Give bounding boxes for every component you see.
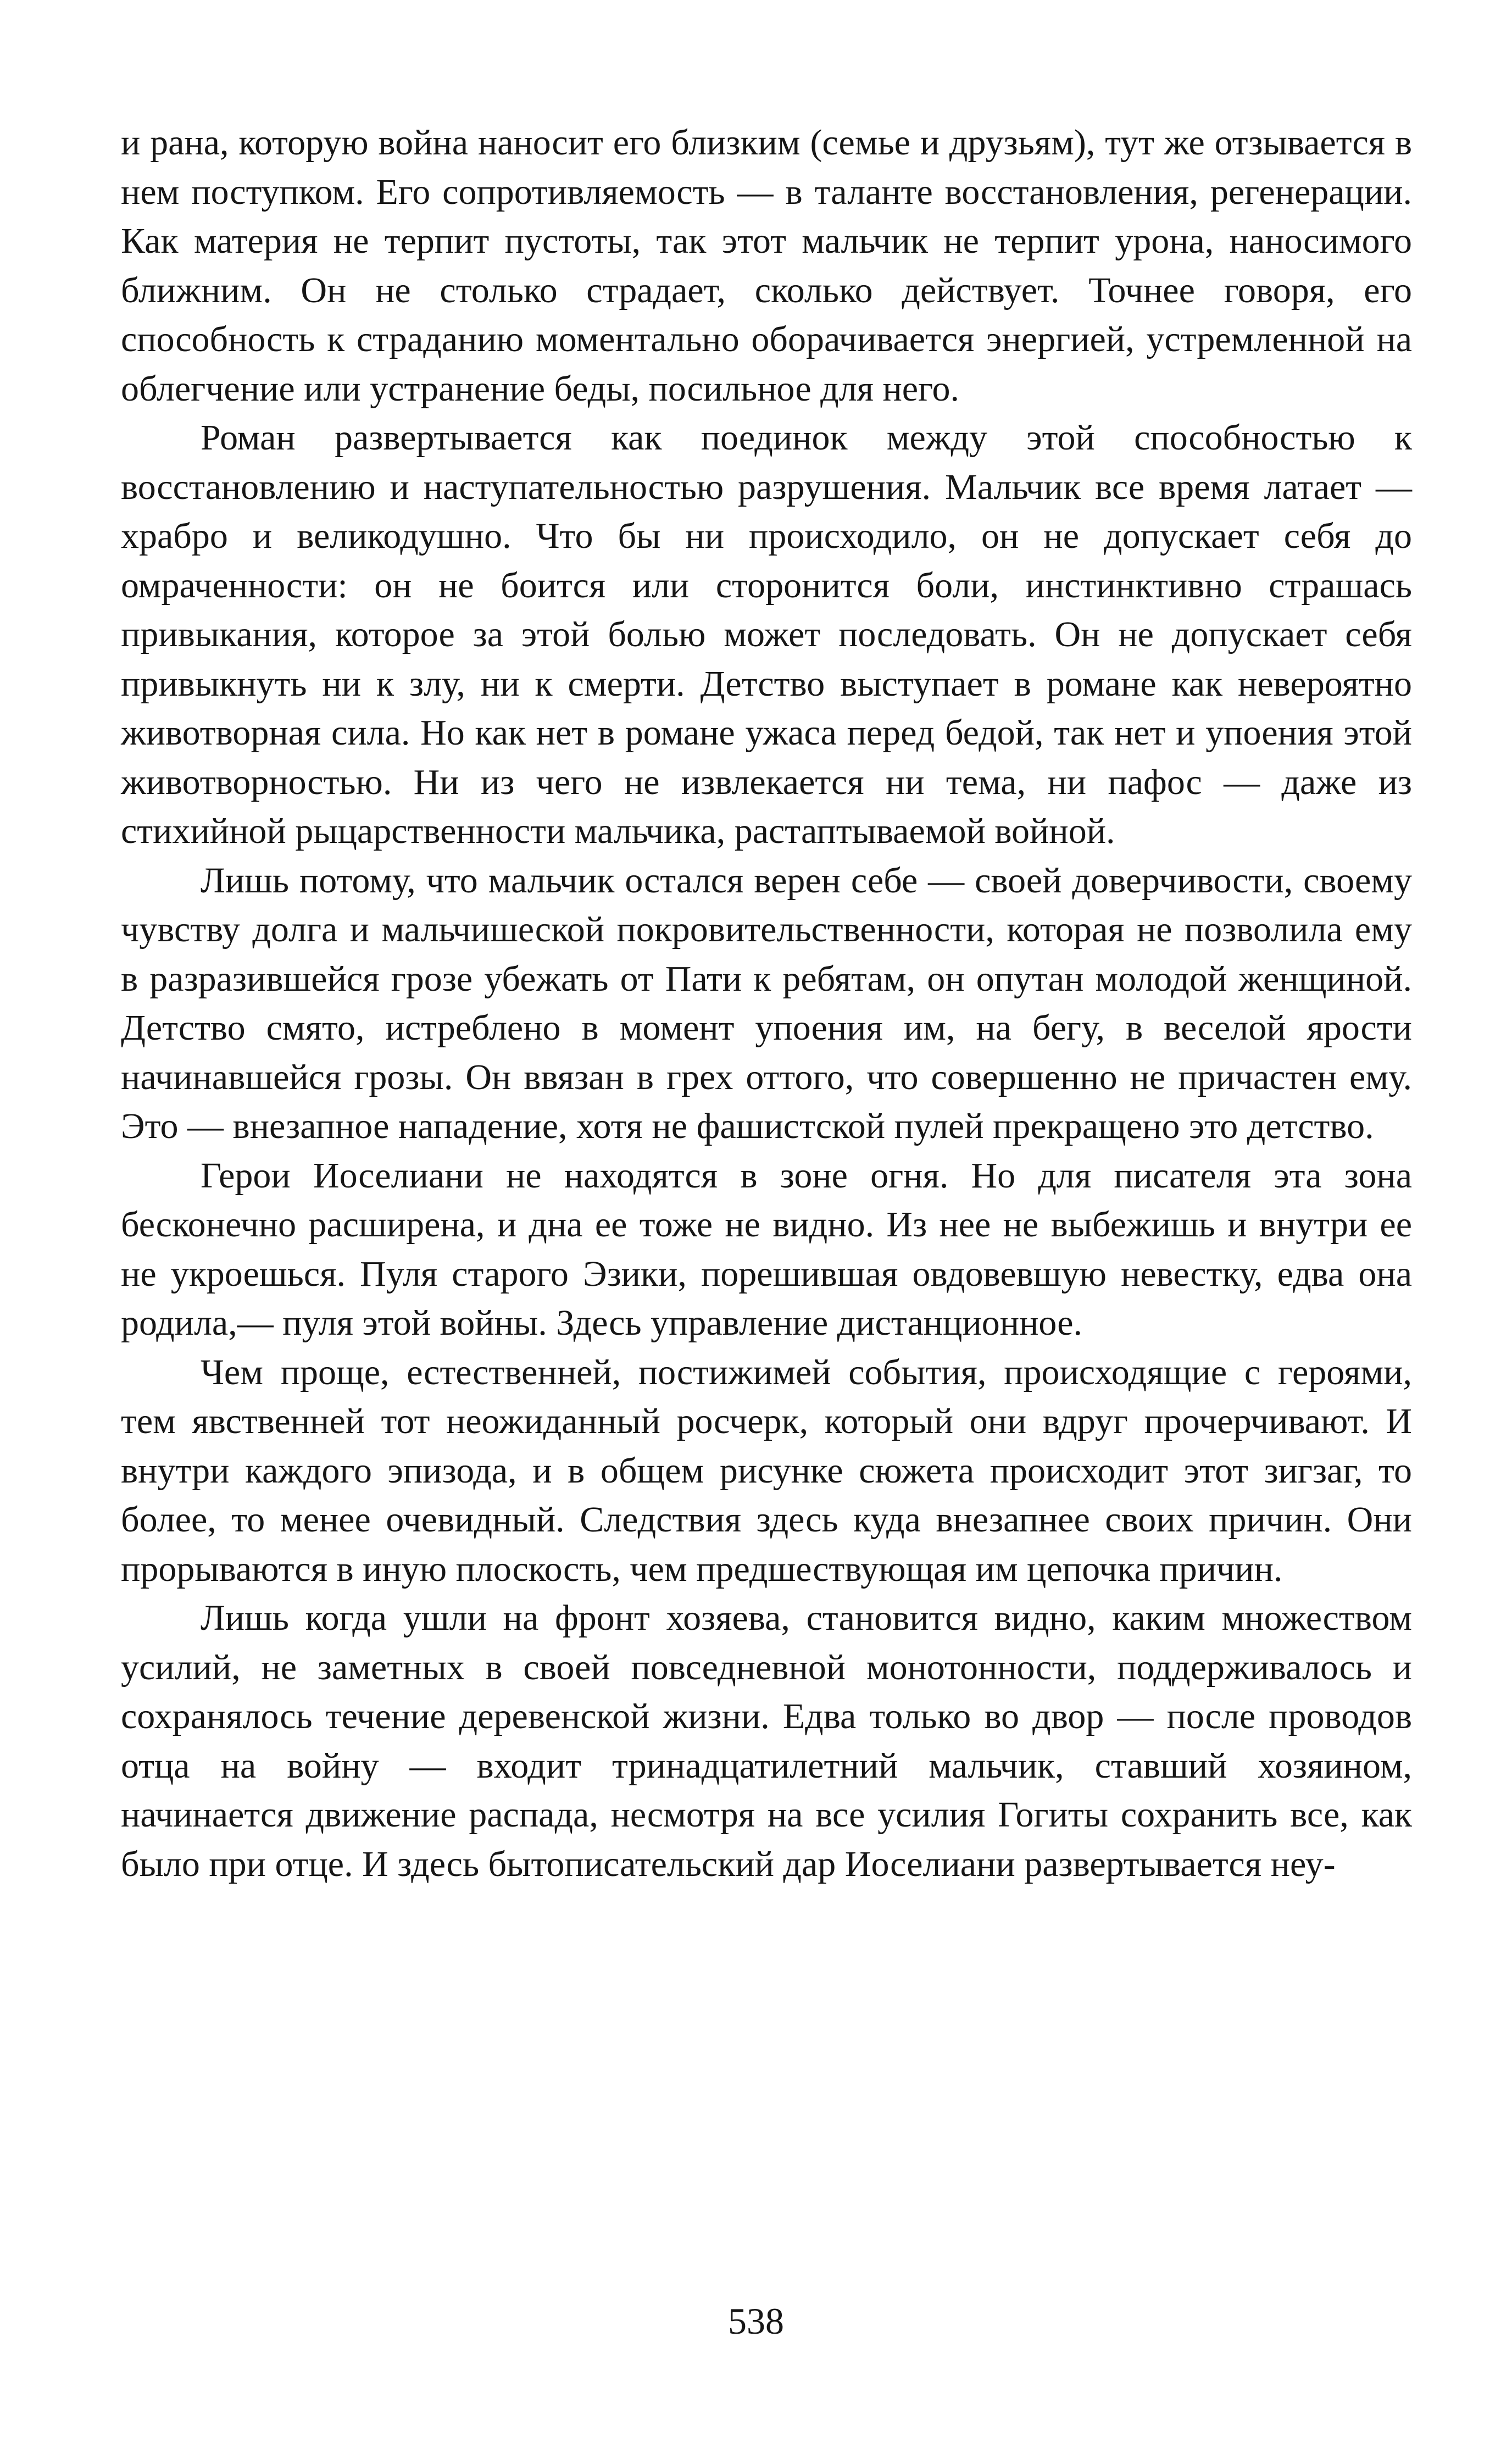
- paragraph: Чем проще, естественней, постижимей события, происходящие с героями, тем явственней тот неожиданный росчерк, который они вдруг прочерчивают. И внутри каждого эпизода, и в общем рисунке сюжета происходит этот зигзаг, то более, то менее очевидный. Следствия здесь куда внезапнее своих причин. Они прорываются в иную плоскость, чем предшествующая им цепочка причин.: [121, 1352, 1412, 1589]
- paragraph: Герои Иоселиани не находятся в зоне огня. Но для писателя эта зона бесконечно расширена, и дна ее тоже не видно. Из нее не выбежишь и внутри ее не укроешься. Пуля старого Эзики, порешившая овдовевшую невестку, едва она родила,— пуля этой войны. Здесь управление дистанционное.: [121, 1155, 1412, 1343]
- page-number: 538: [728, 2300, 784, 2342]
- page-body: [121, 118, 1412, 1889]
- paragraph: Роман развертывается как поединок между этой способностью к восстановлению и наступательностью разрушения. Мальчик все время латает — храбро и великодушно. Что бы ни происходило, он не допускает себя до омраченности: он не боится или сторонится боли, инстинктивно страшась привыкания, которое за этой болью может последовать. Он не допускает себя привыкнуть ни к злу, ни к смерти. Детство выступает в романе как невероятно животворная сила. Но как нет в романе ужаса перед бедой, так нет и упоения этой животворностью. Ни из чего не извлекается ни тема, ни пафос — даже из стихийной рыцарственности мальчика, растаптываемой войной.: [121, 418, 1412, 851]
- paragraph: и рана, которую война наносит его близким (семье и друзьям), тут же отзывается в нем поступком. Его сопротивляемость — в таланте восстановления, регенерации. Как материя не терпит пустоты, так этот мальчик не терпит урона, наносимого ближним. Он не столько страдает, сколько действует. Точнее говоря, его способность к страданию моментально оборачивается энергией, устремленной на облегчение или устранение беды, посильное для него.: [121, 123, 1412, 409]
- paragraph: Лишь потому, что мальчик остался верен себе — своей доверчивости, своему чувству долга и мальчишеской покровительственности, которая не позволила ему в разразившейся грозе убежать от Пати к ребятам, он опутан молодой женщиной. Детство смято, истреблено в момент упоения им, на бегу, в веселой ярости начинавшейся грозы. Он ввязан в грех оттого, что совершенно не причастен ему. Это — внезапное нападение, хотя не фашистской пулей прекращено это детство.: [121, 860, 1412, 1146]
- paragraph: Лишь когда ушли на фронт хозяева, становится видно, каким множеством усилий, не заметных в своей повседневной монотонности, поддерживалось и сохранялось течение деревенской жизни. Едва только во двор — после проводов отца на войну — входит тринадцатилетний мальчик, ставший хозяином, начинается движение распада, несмотря на все усилия Гогиты сохранить все, как было при отце. И здесь бытописательский дар Иоселиани развертывается неу-: [121, 1598, 1412, 1884]
